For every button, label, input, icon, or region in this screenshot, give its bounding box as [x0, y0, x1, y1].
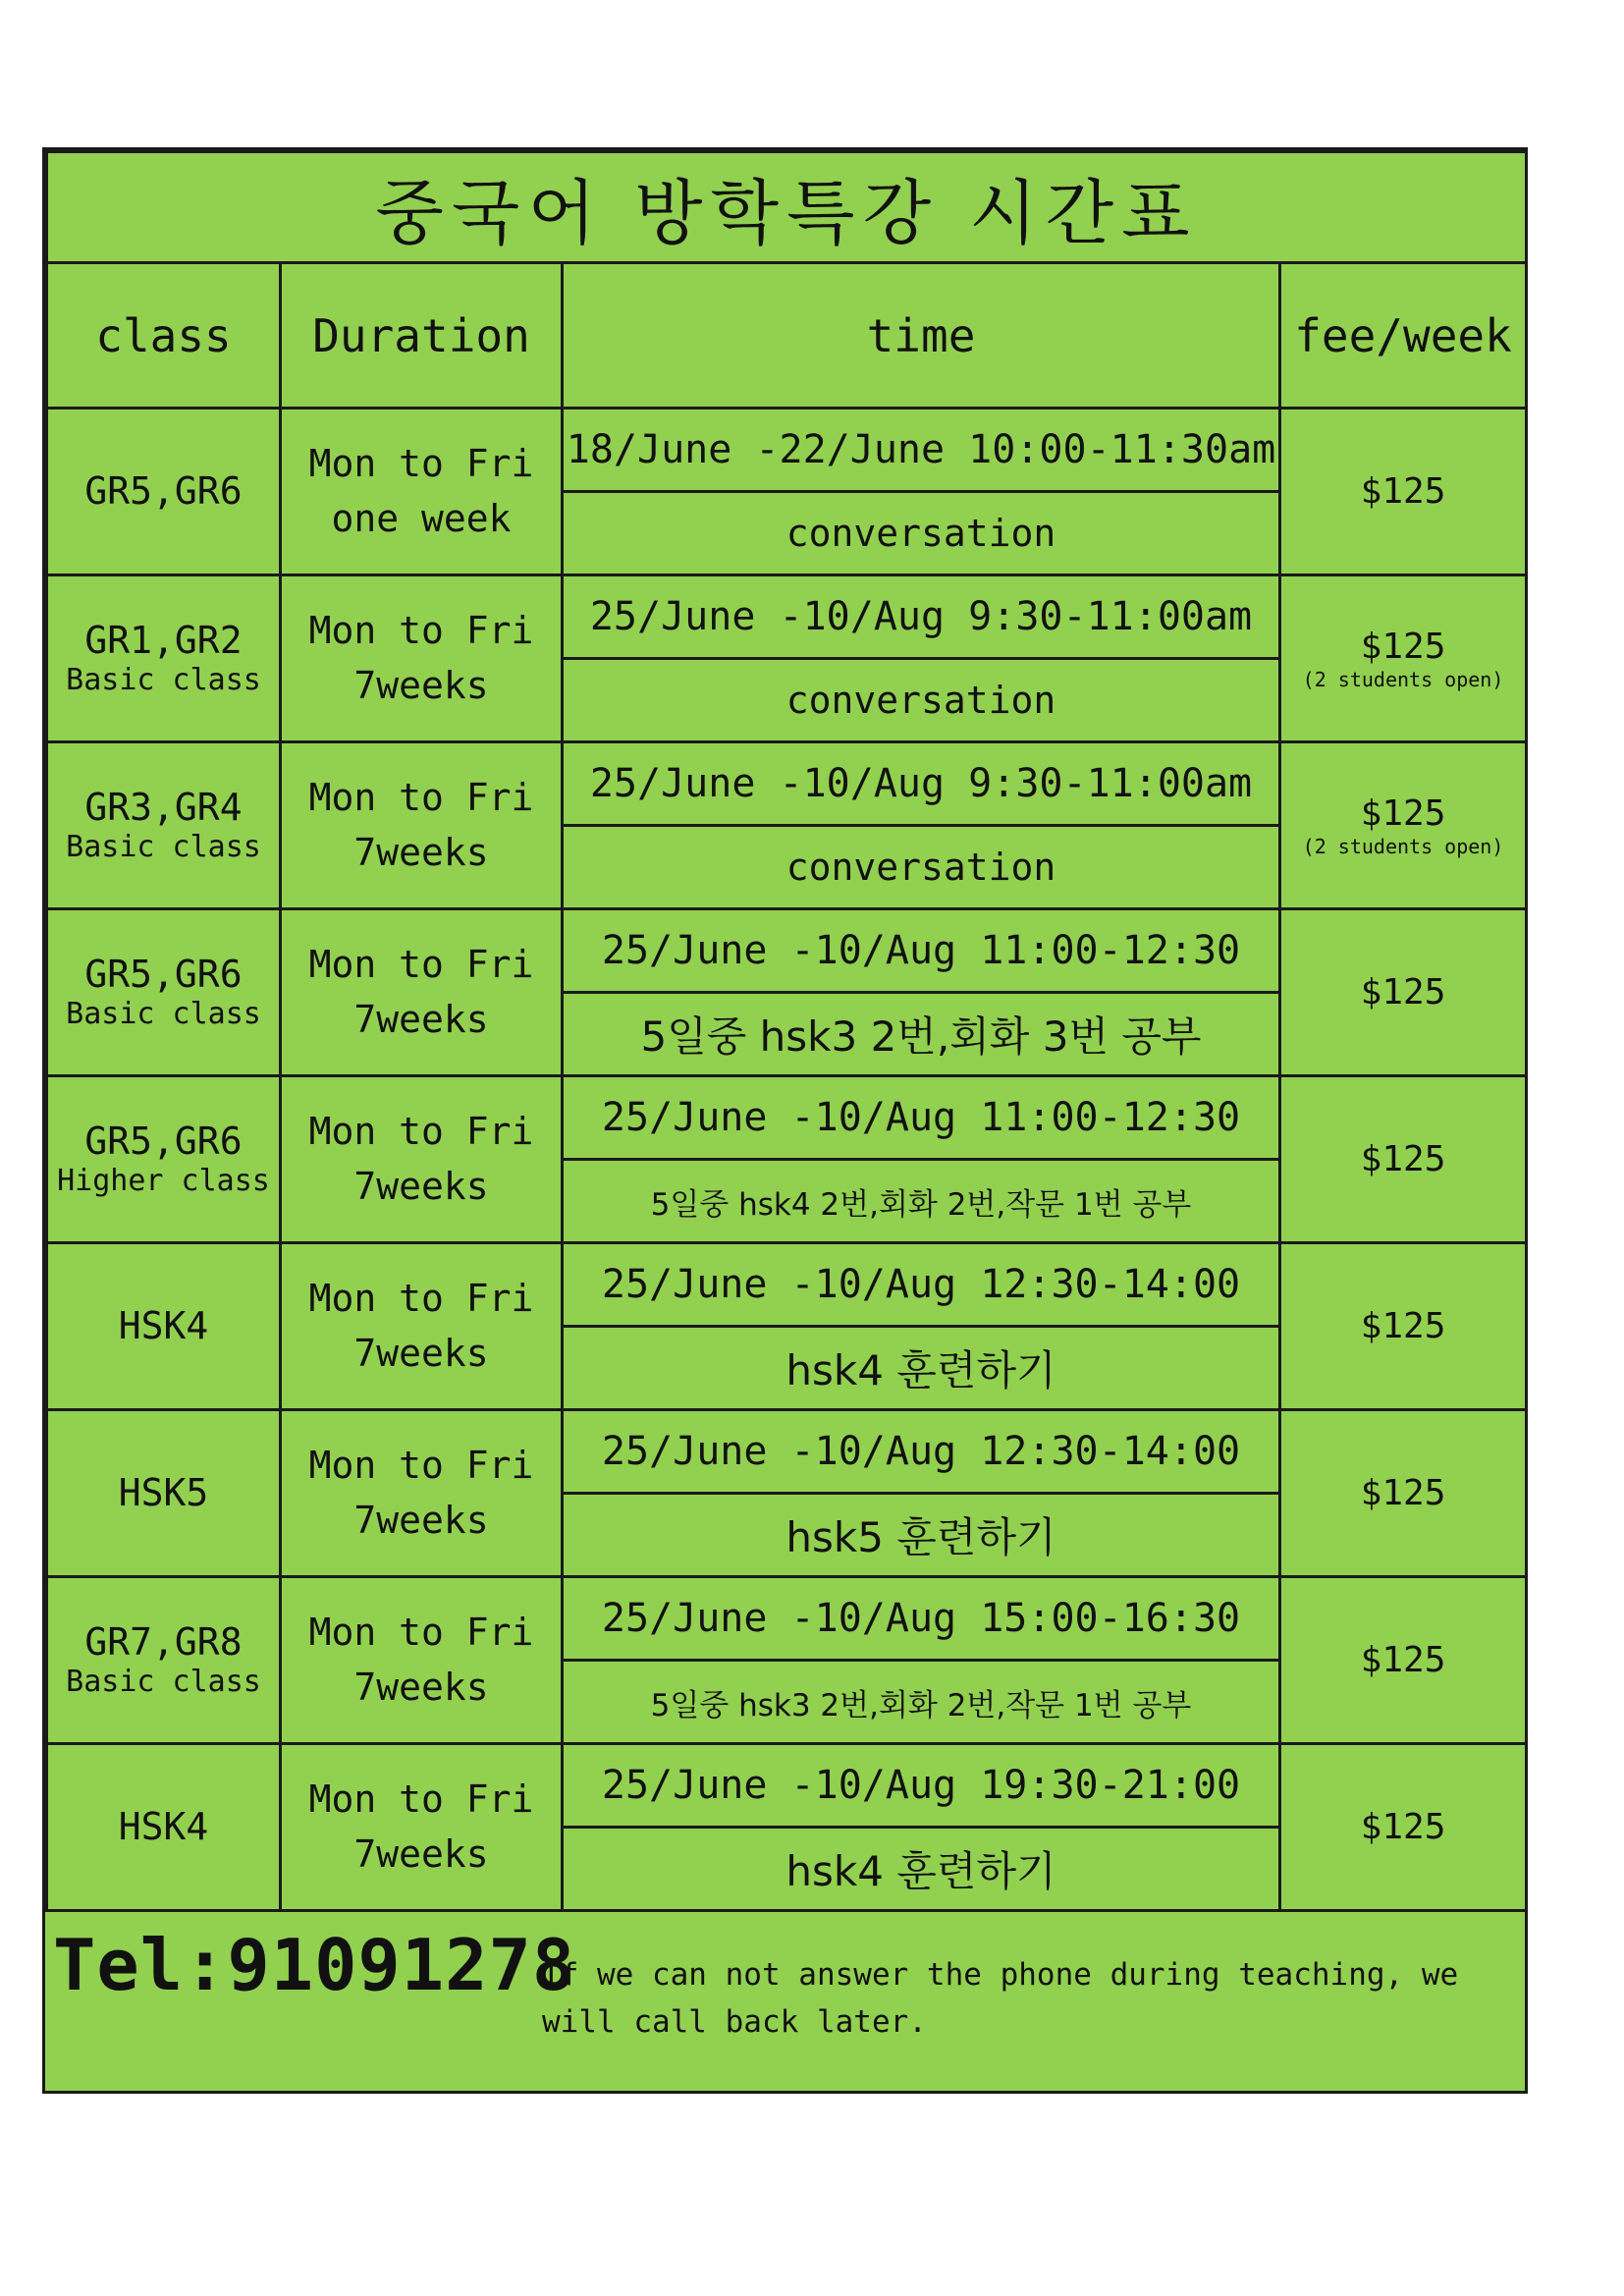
class-name: GR5,GR6	[84, 1119, 243, 1163]
duration-days: Mon to Fri	[308, 442, 534, 486]
fee-cell	[1280, 575, 1527, 742]
duration-length: 7weeks	[353, 663, 489, 707]
fee-note: (2 students open)	[1302, 835, 1504, 859]
fee-cell	[1280, 909, 1527, 1076]
table-row	[47, 409, 1527, 492]
table-row	[47, 575, 1527, 659]
duration-days: Mon to Fri	[308, 1110, 534, 1154]
fee-cell	[1280, 1410, 1527, 1577]
class-cell	[47, 1076, 281, 1243]
time-cell: 25/June -10/Aug 12:30-14:00	[563, 1410, 1280, 1494]
class-cell	[47, 1577, 281, 1744]
fee-note: (2 students open)	[1302, 668, 1504, 692]
time-cell: 25/June -10/Aug 19:30-21:00	[563, 1744, 1280, 1828]
topic-cell: 5일중 hsk3 2번,회화 2번,작문 1번 공부	[563, 1661, 1280, 1744]
topic-cell: hsk4 훈련하기	[563, 1828, 1280, 1911]
page-title: 중국어 방학특강 시간표	[47, 152, 1527, 263]
fee-cell	[1280, 409, 1527, 575]
fee-amount: $125	[1360, 1639, 1446, 1680]
class-level: Basic class	[66, 1665, 261, 1700]
callback-note: If we can not answer the phone during teaching, we will call back later.	[542, 1957, 1459, 2040]
duration-days: Mon to Fri	[308, 943, 534, 987]
fee-amount: $125	[1360, 971, 1446, 1012]
class-name: HSK5	[118, 1470, 209, 1514]
fee-amount: $125	[1360, 793, 1446, 834]
fee-cell	[1280, 742, 1527, 909]
table-row	[47, 1243, 1527, 1327]
fee-amount: $125	[1360, 470, 1446, 512]
time-cell: 25/June -10/Aug 11:00-12:30	[563, 1076, 1280, 1160]
header-time: time	[563, 263, 1280, 409]
duration-length: 7weeks	[353, 830, 489, 874]
duration-cell	[281, 1577, 563, 1744]
duration-length: 7weeks	[353, 1831, 489, 1876]
header-duration: Duration	[281, 263, 563, 409]
topic-cell: conversation	[563, 492, 1280, 575]
class-level: Higher class	[57, 1164, 270, 1199]
class-name: HSK4	[118, 1804, 209, 1848]
class-cell	[47, 909, 281, 1076]
topic-cell: 5일중 hsk4 2번,회화 2번,작문 1번 공부	[563, 1160, 1280, 1243]
duration-days: Mon to Fri	[308, 776, 534, 820]
header-fee: fee/week	[1280, 263, 1527, 409]
topic-cell: conversation	[563, 659, 1280, 742]
fee-cell	[1280, 1577, 1527, 1744]
duration-cell	[281, 1410, 563, 1577]
duration-cell	[281, 1243, 563, 1410]
class-name: HSK4	[118, 1303, 209, 1347]
phone-number: Tel:91091278	[53, 1924, 576, 2006]
fee-amount: $125	[1360, 1138, 1446, 1179]
fee-cell	[1280, 1243, 1527, 1410]
duration-length: 7weeks	[353, 1331, 489, 1375]
duration-length: 7weeks	[353, 997, 489, 1041]
class-level: Basic class	[66, 663, 261, 698]
duration-days: Mon to Fri	[308, 1444, 534, 1488]
fee-amount: $125	[1360, 626, 1446, 667]
time-cell: 25/June -10/Aug 9:30-11:00am	[563, 742, 1280, 826]
fee-amount: $125	[1360, 1472, 1446, 1513]
table-row	[47, 909, 1527, 993]
duration-cell	[281, 575, 563, 742]
duration-days: Mon to Fri	[308, 1277, 534, 1321]
duration-days: Mon to Fri	[308, 1777, 534, 1822]
time-cell: 25/June -10/Aug 12:30-14:00	[563, 1243, 1280, 1327]
duration-cell	[281, 909, 563, 1076]
topic-cell: hsk5 훈련하기	[563, 1494, 1280, 1577]
fee-cell	[1280, 1076, 1527, 1243]
table-row	[47, 1744, 1527, 1828]
class-level: Basic class	[66, 830, 261, 865]
time-cell: 25/June -10/Aug 11:00-12:30	[563, 909, 1280, 993]
duration-days: Mon to Fri	[308, 609, 534, 653]
topic-cell: 5일중 hsk3 2번,회화 3번 공부	[563, 993, 1280, 1076]
class-cell	[47, 1243, 281, 1410]
duration-cell	[281, 1076, 563, 1243]
class-name: GR3,GR4	[84, 785, 243, 829]
duration-length: 7weeks	[353, 1164, 489, 1208]
table-row	[47, 742, 1527, 826]
time-cell: 25/June -10/Aug 15:00-16:30	[563, 1577, 1280, 1661]
class-name: GR5,GR6	[84, 952, 243, 996]
duration-length: 7weeks	[353, 1665, 489, 1709]
topic-cell: hsk4 훈련하기	[563, 1327, 1280, 1410]
table-row	[47, 1577, 1527, 1661]
duration-length: one week	[331, 496, 512, 540]
class-cell	[47, 742, 281, 909]
class-level: Basic class	[66, 997, 261, 1032]
fee-amount: $125	[1360, 1806, 1446, 1847]
class-cell	[47, 1410, 281, 1577]
duration-cell	[281, 742, 563, 909]
time-cell: 25/June -10/Aug 9:30-11:00am	[563, 575, 1280, 659]
schedule-table	[45, 150, 1528, 1912]
schedule-sheet	[42, 147, 1528, 2094]
class-name: GR5,GR6	[84, 468, 243, 513]
contact-footer	[45, 1865, 1525, 2091]
class-cell	[47, 409, 281, 575]
table-row	[47, 1410, 1527, 1494]
time-cell: 18/June -22/June 10:00-11:30am	[563, 409, 1280, 492]
class-name: GR1,GR2	[84, 618, 243, 662]
topic-cell: conversation	[563, 826, 1280, 909]
class-name: GR7,GR8	[84, 1619, 243, 1664]
fee-amount: $125	[1360, 1305, 1446, 1346]
class-cell	[47, 575, 281, 742]
duration-cell	[281, 409, 563, 575]
duration-days: Mon to Fri	[308, 1611, 534, 1655]
duration-length: 7weeks	[353, 1498, 489, 1542]
header-class: class	[47, 263, 281, 409]
table-row	[47, 1076, 1527, 1160]
